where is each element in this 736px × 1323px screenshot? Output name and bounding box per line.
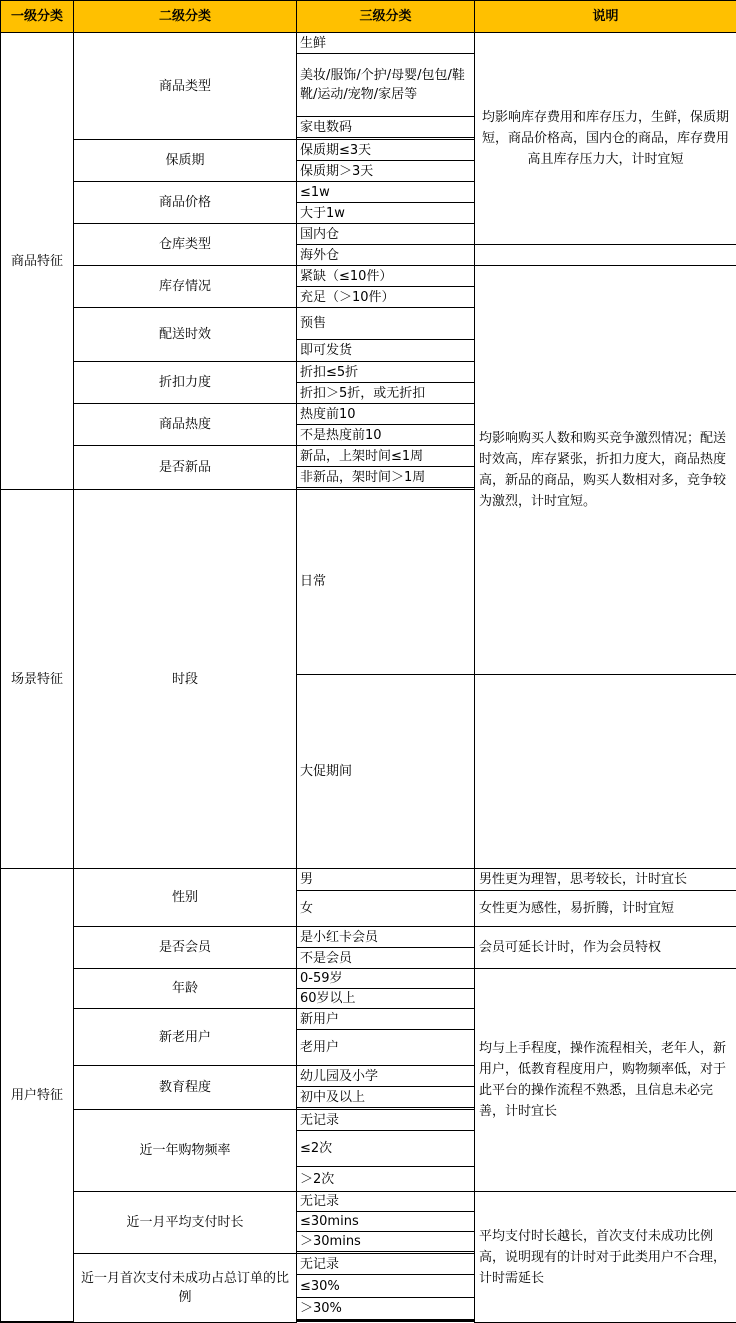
level3-cell: 大于1w	[297, 203, 475, 224]
level3-cell: 老用户	[297, 1030, 475, 1066]
level2-cell: 近一月平均支付时长	[74, 1192, 297, 1254]
table-row	[1, 869, 736, 891]
level3-cell	[1, 1322, 74, 1323]
level2-cell: 库存情况	[74, 266, 297, 308]
level1-cell: 用户特征	[1, 869, 74, 1322]
table-row	[1, 33, 736, 54]
description-cell: 均影响库存费用和库存压力，生鲜，保质期短，商品价格高，国内仓的商品，库存费用高且库存压力大，计时宜短	[475, 33, 736, 245]
level3-cell: 初中及以上	[297, 1087, 475, 1108]
level3-cell: 国内仓	[297, 224, 475, 245]
level3-cell: 紧缺（≤10件）	[297, 266, 475, 287]
level2-cell: 商品类型	[74, 33, 297, 140]
level3-cell: ≤2次	[297, 1131, 475, 1167]
level2-cell: 新老用户	[74, 1009, 297, 1066]
description-cell: 均与上手程度，操作流程相关，老年人，新用户，低教育程度用户，购物频率低，对于此平台的操作流程不熟悉，且信息未必完善，计时宜长	[475, 969, 736, 1192]
level3-cell	[297, 1321, 475, 1322]
level2-cell: 仓库类型	[74, 224, 297, 266]
level1-cell: 场景特征	[1, 490, 74, 869]
header-level1: 一级分类	[1, 1, 74, 33]
level2-cell: 是否会员	[74, 927, 297, 969]
description-cell: 女性更为感性，易折腾，计时宜短	[475, 891, 736, 927]
level3-cell: 不是会员	[297, 948, 475, 969]
level3-cell: ＞30mins	[297, 1232, 475, 1252]
level3-cell: ≤30mins	[297, 1212, 475, 1232]
level3-cell: 幼儿园及小学	[297, 1066, 475, 1087]
level3-cell: 大促期间	[297, 674, 475, 868]
level3-cell: 生鲜	[297, 33, 475, 54]
level3-cell: 60岁以上	[297, 989, 475, 1009]
header-level2: 二级分类	[74, 1, 297, 33]
level3-cell: 美妆/服饰/个护/母婴/包包/鞋靴/运动/宠物/家居等	[297, 54, 475, 117]
description-cell: 会员可延长计时，作为会员特权	[475, 927, 736, 969]
level2-cell: 性别	[74, 869, 297, 927]
level3-cell: ≤1w	[297, 182, 475, 203]
level2-cell: 年龄	[74, 969, 297, 1009]
level3-cell: 保质期＞3天	[297, 161, 475, 182]
level3-cell: 充足（＞10件）	[297, 287, 475, 308]
level3-cell: 非新品，架时间＞1周	[297, 467, 475, 488]
table-row	[1, 266, 736, 287]
level3-cell: ＞30%	[297, 1298, 475, 1320]
level2-cell: 时段	[74, 490, 297, 869]
header-row	[1, 1, 736, 33]
level3-cell: 无记录	[297, 1192, 475, 1212]
level3-cell: 海外仓	[297, 245, 475, 266]
level3-cell: 家电数码	[297, 117, 475, 138]
level3-cell: 预售	[297, 308, 475, 340]
level3-cell: 女	[297, 891, 475, 927]
level2-cell: 是否新品	[74, 446, 297, 490]
level3-cell: 新品，上架时间≤1周	[297, 446, 475, 467]
level3-cell: 不是热度前10	[297, 425, 475, 446]
header-description: 说明	[475, 1, 736, 33]
table-row	[1, 927, 736, 948]
level3-cell: 日常	[297, 490, 475, 675]
header-level3: 三级分类	[297, 1, 475, 33]
level3-cell: ≤30%	[297, 1275, 475, 1298]
description-cell: 平均支付时长越长，首次支付未成功比例高，说明现有的计时对于此类用户不合理，计时需延长	[475, 1192, 736, 1323]
level2-cell: 教育程度	[74, 1066, 297, 1110]
level3-cell: 是小红卡会员	[297, 927, 475, 948]
level3-cell: 男	[297, 869, 475, 891]
level2-cell: 保质期	[74, 140, 297, 182]
level3-cell: 新用户	[297, 1009, 475, 1030]
level1-cell: 商品特征	[1, 33, 74, 490]
level2-cell: 配送时效	[74, 308, 297, 362]
description-cell: 男性更为理智，思考较长，计时宜长	[475, 869, 736, 891]
level3-cell: 0-59岁	[297, 969, 475, 989]
level3-cell: 无记录	[297, 1254, 475, 1275]
level2-cell: 近一年购物频率	[74, 1110, 297, 1192]
level3-cell: 保质期≤3天	[297, 140, 475, 161]
level3-cell: 无记录	[297, 1110, 475, 1131]
level2-cell: 折扣力度	[74, 362, 297, 404]
level3-cell: 折扣≤5折	[297, 362, 475, 383]
table-row	[1, 1192, 736, 1212]
level2-cell: 近一月首次支付未成功占总订单的比例	[74, 1254, 297, 1323]
table-row	[1, 969, 736, 989]
level2-cell: 商品价格	[74, 182, 297, 224]
level2-cell: 商品热度	[74, 404, 297, 446]
level3-cell: ＞2次	[297, 1167, 475, 1192]
level3-cell: 即可发货	[297, 340, 475, 362]
level3-cell: 热度前10	[297, 404, 475, 425]
description-cell: 均影响购买人数和购买竞争激烈情况；配送时效高，库存紧张，折扣力度大，商品热度高，新品的商品，购买人数相对多，竞争较为激烈，计时宜短。	[475, 266, 736, 675]
level3-cell: 折扣＞5折，或无折扣	[297, 383, 475, 404]
